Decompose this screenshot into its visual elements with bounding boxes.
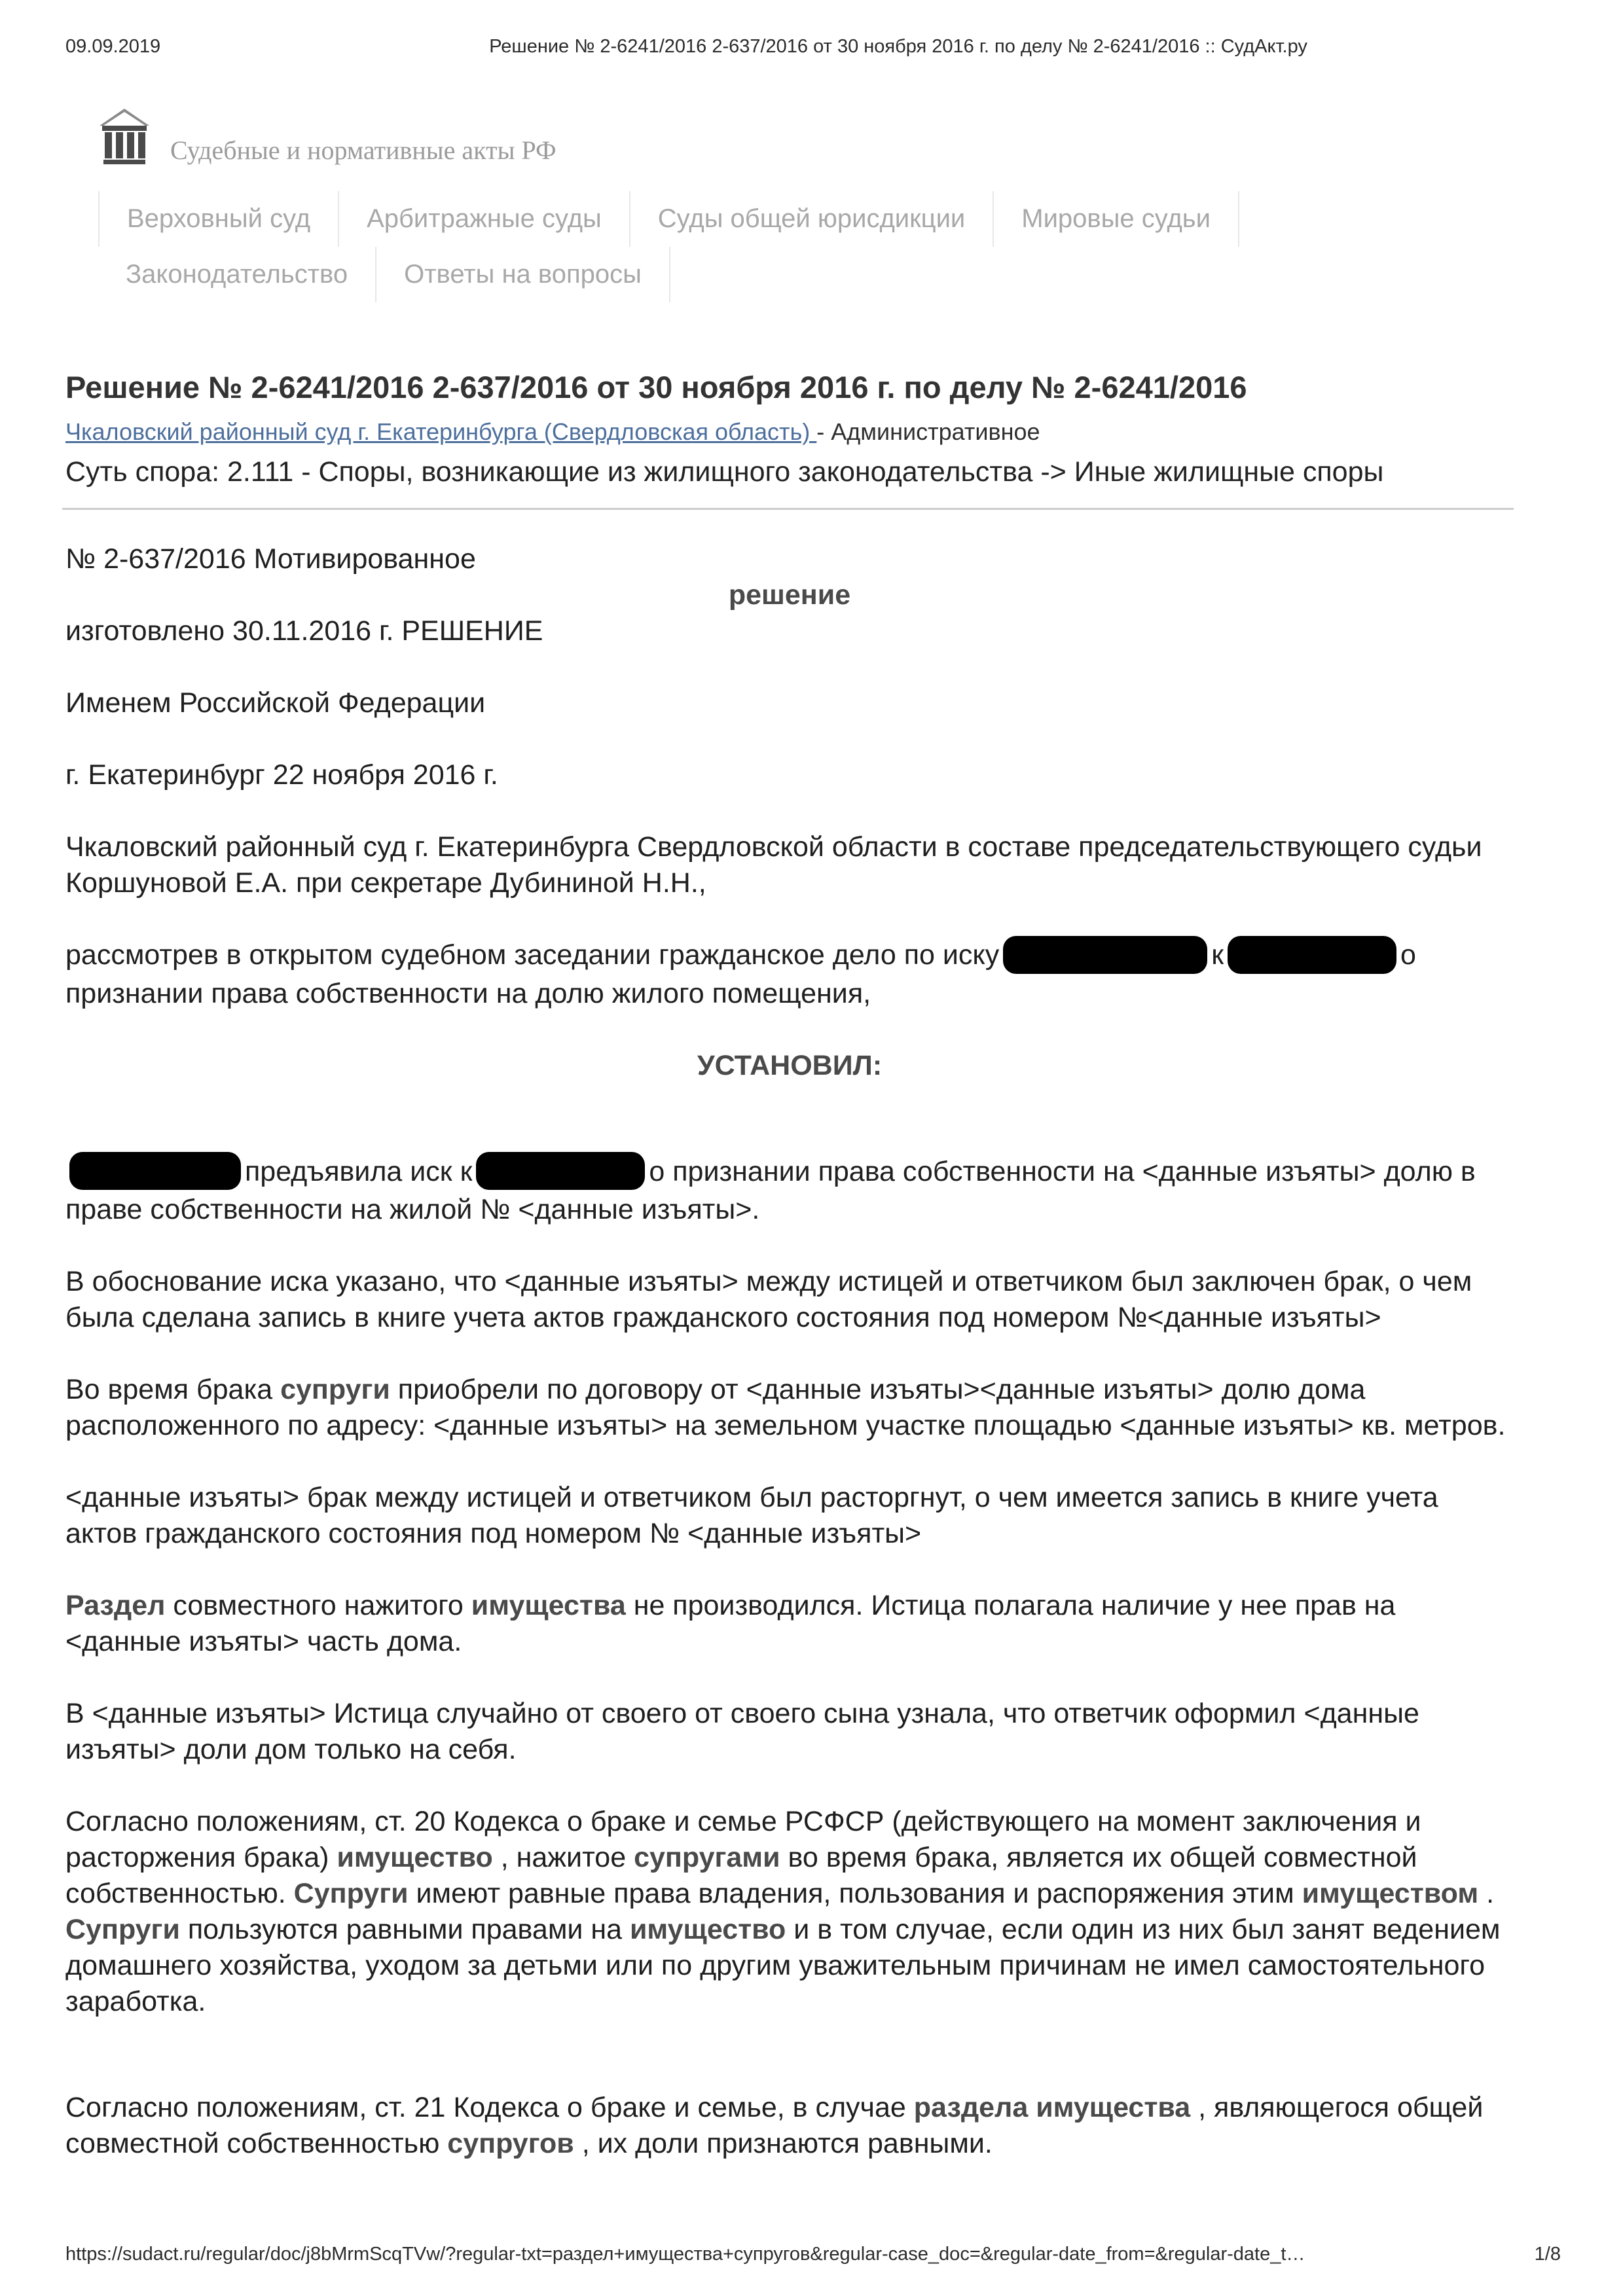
text-run: Согласно положениям, ст. 20 Кодекса о браке и семье РСФСР (действующего на момент заключения и расторжения брака) — [65, 1806, 1421, 1874]
text-run: и в том случае, если один из них был занят ведением домашнего хозяйства, уходом за детьми или по другим уважительным причинам не имел самостоятельного заработка. — [65, 1914, 1501, 2018]
text-run: г. Екатеринбург 22 ноября 2016 г. — [65, 759, 498, 791]
emphasis-text: супруги — [280, 1374, 390, 1406]
text-run: № 2-637/2016 Мотивированное — [65, 543, 476, 575]
site-brand — [97, 106, 556, 168]
emphasis-text: имуществом — [1302, 1878, 1479, 1910]
nav-item[interactable]: Арбитражные суды — [339, 191, 630, 247]
paragraph — [65, 1588, 1514, 1660]
paragraph — [65, 1480, 1514, 1552]
redaction-bar — [1228, 936, 1396, 974]
paragraph — [65, 1372, 1514, 1444]
text-run: . — [1478, 1878, 1495, 1910]
document-content — [65, 370, 1514, 2198]
nav-row-1 — [98, 191, 1239, 247]
text-run: совместного нажитого — [165, 1590, 471, 1622]
paragraph — [65, 757, 1514, 793]
text-run: В обоснование иска указано, что <данные изъяты> между истицей и ответчиком был заключен брак, о чем была сделана запись в книге учета актов гражданского состояния под номером №<данные изъяты> — [65, 1266, 1472, 1334]
courthouse-icon — [97, 106, 152, 168]
text-run: изготовлено 30.11.2016 г. РЕШЕНИЕ — [65, 615, 543, 647]
nav-row-2 — [98, 247, 1239, 302]
main-navigation — [98, 191, 1239, 302]
paragraph — [65, 685, 1514, 721]
text-run: пользуются равными правами на — [179, 1914, 630, 1946]
text-run: рассмотрев в открытом судебном заседании гражданское дело по иску — [65, 939, 1000, 971]
paragraph — [65, 541, 1514, 577]
text-run: Именем Российской Федерации — [65, 687, 486, 719]
emphasis-text: решение — [728, 579, 851, 611]
text-run: о признании права собственности на долю жилого помещения, — [65, 939, 1416, 1009]
emphasis-text: Супруги — [65, 1914, 180, 1946]
text-run: <данные изъяты> брак между истицей и ответчиком был расторгнут, о чем имеется запись в книге учета актов гражданского состояния под номером № <данные изъяты> — [65, 1482, 1438, 1550]
text-run: Согласно положениям, ст. 21 Кодекса о браке и семье, в случае — [65, 2092, 914, 2124]
text-run: во время брака, является их общей совместной собственностью. — [65, 1842, 1417, 1910]
emphasis-text: супругами — [634, 1842, 780, 1874]
emphasis-text: Раздел — [65, 1590, 166, 1622]
paragraph — [65, 1120, 1514, 1229]
text-run: В <данные изъяты> Истица случайно от своего от своего сына узнала, что ответчик оформил <данные изъяты> доли дом только на себя. — [65, 1698, 1419, 1766]
nav-item[interactable]: Законодательство — [98, 247, 376, 302]
dispute-subject: Суть спора: 2.111 - Споры, возникающие из жилищного законодательства -> Иные жилищные споры — [65, 456, 1384, 488]
paragraph — [65, 1048, 1514, 1084]
print-page-number: 1/8 — [1534, 2244, 1561, 2265]
paragraph — [65, 937, 1514, 1012]
decision-title: Решение № 2-6241/2016 2-637/2016 от 30 ноября 2016 г. по делу № 2-6241/2016 — [65, 370, 1247, 404]
print-url: https://sudact.ru/regular/doc/j8bMrmScqTVw/?regular-txt=раздел+имущества+супругов&regular-case_doc=&regular-date_from=&regular-date_t… — [65, 2244, 1305, 2265]
emphasis-text: УСТАНОВИЛ: — [697, 1049, 883, 1081]
print-footer — [65, 2244, 1561, 2265]
emphasis-text: имущество — [337, 1842, 493, 1874]
text-run: о признании права собственности на <данные изъяты> долю в праве собственности на жилой № <данные изъяты>. — [65, 1155, 1476, 1226]
decision-body — [65, 541, 1514, 2162]
redaction-bar — [1003, 936, 1207, 974]
nav-item[interactable]: Суды общей юрисдикции — [630, 191, 994, 247]
case-meta — [65, 418, 1514, 446]
text-run: не производился. Истица полагала наличие у нее прав на <данные изъяты> часть дома. — [65, 1590, 1396, 1658]
emphasis-text: имущество — [629, 1914, 786, 1946]
paragraph — [65, 829, 1514, 901]
text-run: , нажитое — [492, 1842, 634, 1874]
paragraph — [65, 1264, 1514, 1336]
text-run: предъявила иск к — [245, 1155, 473, 1187]
text-run: приобрели по договору от <данные изъяты><данные изъяты> долю дома расположенного по адресу: <данные изъяты> на земельном участке площадью <данные изъяты> кв. метров. — [65, 1374, 1506, 1442]
emphasis-text: супругов — [447, 2128, 574, 2160]
paragraph — [65, 2056, 1514, 2162]
nav-item[interactable]: Верховный суд — [98, 191, 339, 247]
text-run: к — [1211, 939, 1224, 971]
print-title: Решение № 2-6241/2016 2-637/2016 от 30 ноября 2016 г. по делу № 2-6241/2016 :: СудАкт.ру — [489, 36, 1307, 57]
text-run: Во время брака — [65, 1374, 281, 1406]
nav-item[interactable]: Мировые судьи — [994, 191, 1239, 247]
redaction-bar — [69, 1152, 241, 1190]
nav-item[interactable]: Ответы на вопросы — [376, 247, 670, 302]
text-run: , их доли признаются равными. — [574, 2128, 993, 2160]
print-header — [65, 36, 1558, 58]
text-run: Чкаловский районный суд г. Екатеринбурга Свердловской области в составе председательствующего судьи Коршуновой Е.А. при секретаре Дубининой Н.Н., — [65, 831, 1482, 899]
text-run: имеют равные права владения, пользования и распоряжения этим — [408, 1878, 1302, 1910]
paragraph — [65, 1804, 1514, 2020]
divider — [62, 508, 1514, 510]
paragraph — [65, 613, 1514, 649]
court-link[interactable]: Чкаловский районный суд г. Екатеринбурга (Свердловская область) — [65, 418, 817, 446]
site-name: Судебные и нормативные акты РФ — [170, 135, 556, 165]
print-date: 09.09.2019 — [65, 36, 161, 57]
emphasis-text: Супруги — [293, 1878, 409, 1910]
text-run: , являющегося общей совместной собственностью — [65, 2092, 1484, 2160]
case-type-label: - Административное — [816, 418, 1040, 446]
paragraph — [65, 1696, 1514, 1768]
emphasis-text: раздела имущества — [913, 2092, 1191, 2124]
paragraph — [65, 577, 1514, 613]
redaction-bar — [476, 1152, 645, 1190]
emphasis-text: имущества — [471, 1590, 626, 1622]
